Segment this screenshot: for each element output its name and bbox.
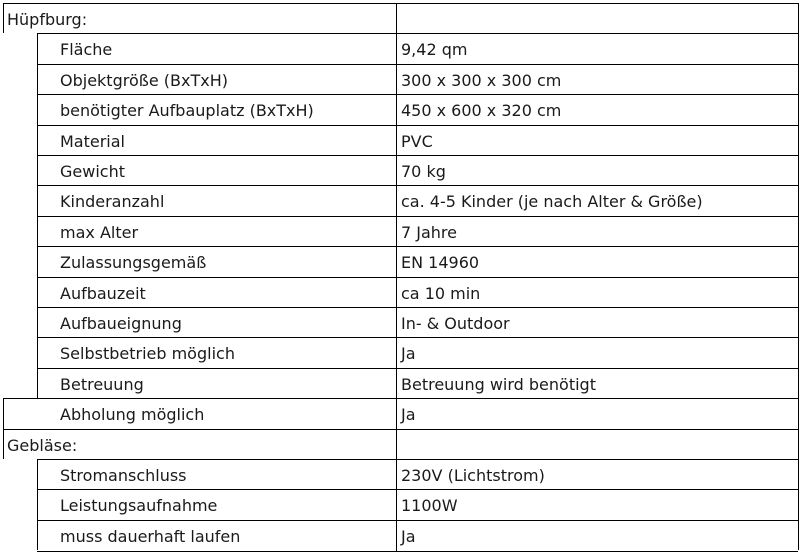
table-row-aufbaueignung [37,307,798,338]
row-value [396,430,798,460]
row-label: Kinderanzahl [60,192,165,212]
row-value: EN 14960 [396,247,798,277]
row-label: Material [60,131,125,151]
row-label: Gebläse: [7,435,78,455]
table-row-aufbauzeit [37,277,798,308]
row-value: 300 x 300 x 300 cm [396,65,798,95]
row-label: muss dauerhaft laufen [60,526,241,546]
table-row-kinderanzahl [37,185,798,216]
table-row-aufbauplatz [37,94,798,125]
row-value [396,4,798,34]
table-row-dauerhaft [37,520,798,552]
table-row-objektgroesse [37,64,798,95]
table-row-leistung [37,489,798,520]
table-row-flaeche [37,33,798,64]
table-row-geblaese [3,429,798,460]
row-value: PVC [396,126,798,156]
row-value: 70 kg [396,156,798,186]
row-label: Abholung möglich [60,405,205,425]
table-row-betreuung [37,368,798,399]
row-value: In- & Outdoor [396,308,798,338]
row-value: 7 Jahre [396,217,798,247]
table-row-selbstbetrieb [37,337,798,368]
row-label: benötigter Aufbauplatz (BxTxH) [60,101,314,121]
row-value: Betreuung wird benötigt [396,369,798,399]
row-label: Aufbauzeit [60,283,146,303]
row-label: Fläche [60,40,113,60]
table-row-gewicht [37,155,798,186]
row-value: 230V (Lichtstrom) [396,460,798,490]
table-row-zulassung [37,246,798,277]
row-label: Stromanschluss [60,466,187,485]
row-value: Ja [396,399,798,429]
row-value: 450 x 600 x 320 cm [396,95,798,125]
row-label: Objektgröße (BxTxH) [60,70,228,90]
row-label: Leistungsaufnahme [60,496,218,516]
row-value: 1100W [396,490,798,520]
row-value: Ja [396,338,798,368]
row-value: 9,42 qm [396,34,798,64]
row-value: ca. 4-5 Kinder (je nach Alter & Größe) [396,186,798,216]
row-label: Aufbaueignung [60,314,182,333]
spec-table [3,3,799,550]
row-label: Betreuung [60,374,144,394]
table-row-material [37,125,798,156]
row-value: Ja [396,521,798,551]
row-value: ca 10 min [396,278,798,308]
row-label: max Alter [60,222,139,242]
row-label: Selbstbetrieb möglich [60,344,235,364]
row-label: Zulassungsgemäß [60,253,207,273]
table-row-stromanschluss [37,459,798,490]
table-row-max-alter [37,216,798,247]
row-label: Gewicht [60,162,125,181]
row-label: Hüpfburg: [7,10,88,29]
table-row-abholung [3,398,798,429]
table-row-huepfburg [3,3,798,34]
